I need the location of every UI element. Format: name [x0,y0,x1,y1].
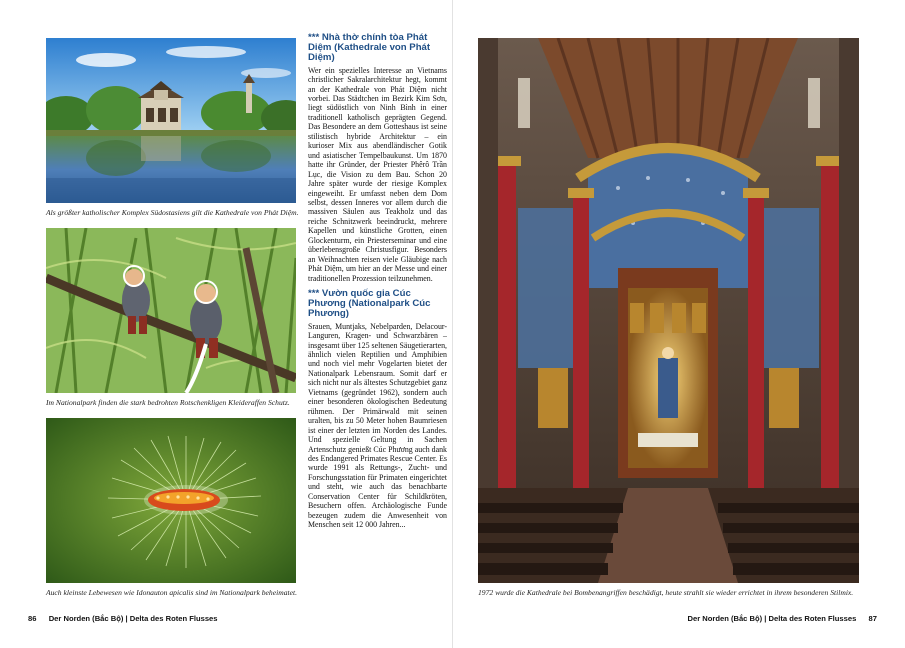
photo-cathedral-interior [478,38,859,583]
body-cuc-phuong-national-park: Srauen, Muntjaks, Nebelparden, Delacour-Languren, Kragen- und Schwarzbären – insgesamt über 125 seltenen Säugetierarten, ähnlich vielen Reptilien und Amphibien und noch viel mehr Vogelarten bietet der Nationalpark Lebensraum. Somit darf er sich nicht nur als ältestes Schutzgebiet ganz Vietnams (gegründet 1962), sondern auch einer besonderen ökologischen Bedeutung rühmen. Der Primärwald mit seinen uralten, bis zu 50 Meter hohen Baumriesen ist einer der letzten im Norden des Landes. Und spezielle Geltung in Sachen Artenschutz genießt Cúc Phương auch dank des Endangered Primates Rescue Center. Es wurde 1991 als Rettungs-, Zucht- und Forschungsstation für Primaten eingerichtet und steht, wie auch das benachbarte Conservation Center für Schildkröten, Besuchern offen. Archäologische Funde bezeugen zudem die Anwesenheit von Menschen seit 12 000 Jahren... [308,321,447,530]
right-page [453,0,905,648]
photo-douc-langurs [46,228,296,393]
article-text-column [308,33,447,536]
caption-cathedral-interior: 1972 wurde die Kathedrale bei Bombenangriffen beschädigt, heute strahlt sie wieder errichtet in ihrem besonderen Stilmix. [478,588,854,597]
running-head-left: Der Norden (Bắc Bộ) | Delta des Roten Flusses [48,614,218,623]
photo-cathedral-exterior [46,38,296,203]
page-number-right: 87 [868,614,877,623]
caption-cathedral-exterior: Als größter katholischer Komplex Südostasiens gilt die Kathedrale von Phát Diệm. [46,208,299,217]
running-head-right: Der Norden (Bắc Bộ) | Delta des Roten Flusses [687,614,857,623]
footer-right [687,614,877,623]
photo-idonauton-apicalis [46,418,296,583]
page-number-left: 86 [28,614,37,623]
footer-left [28,614,218,623]
heading-phat-diem-cathedral: *** Nhà thờ chính tòa Phát Diệm (Kathedrale von Phát Diệm) [308,32,431,64]
caption-douc-langurs: Im Nationalpark finden die stark bedrohten Rotschenkligen Kleideraffen Schutz. [46,398,290,407]
body-phat-diem-cathedral: Wer ein spezielles Interesse an Vietnams christlicher Sakralarchitektur hegt, kommt an der Kathedrale von Phát Diệm nicht vorbei. Das Städtchen im Bezirk Kim Sơn, liegt südöstlich von Ninh Bình in einer traditionell katholisch geprägten Gegend. Das Besondere an dem Gotteshaus ist seine stilistisch hybride Architektur – ein kurioser Mix aus abendländischer Gotik und asiatischer Tempelbaukunst. Um 1870 hatte ihr Gründer, der Priester Phêrô Trần Lục, die Vision zu dem Bau. Schon 20 Jahre später wurde der riesige Komplex eingeweiht. Er umfasst neben dem Dom selbst, dessen Inneres vor allem durch die massiven Säulen aus Teakholz und das reiche Schnitzwerk beeindruckt, mehrere Kapellen und künstliche Grotten, einen Glockenturm, ein Priesterseminar und eine überlebensgroße Christusfigur. Besonders an Weihnachten reisen viele Gläubige nach Phát Diệm, um hier an der Messe und einer traditionellen Prozession teilzunehmen. [308,65,447,283]
caption-idonauton-apicalis: Auch kleinste Lebewesen wie Idonauton apicalis sind im Nationalpark beheimatet. [46,588,297,597]
heading-cuc-phuong-national-park: *** Vườn quốc gia Cúc Phương (Nationalpark Cúc Phương) [308,288,431,320]
